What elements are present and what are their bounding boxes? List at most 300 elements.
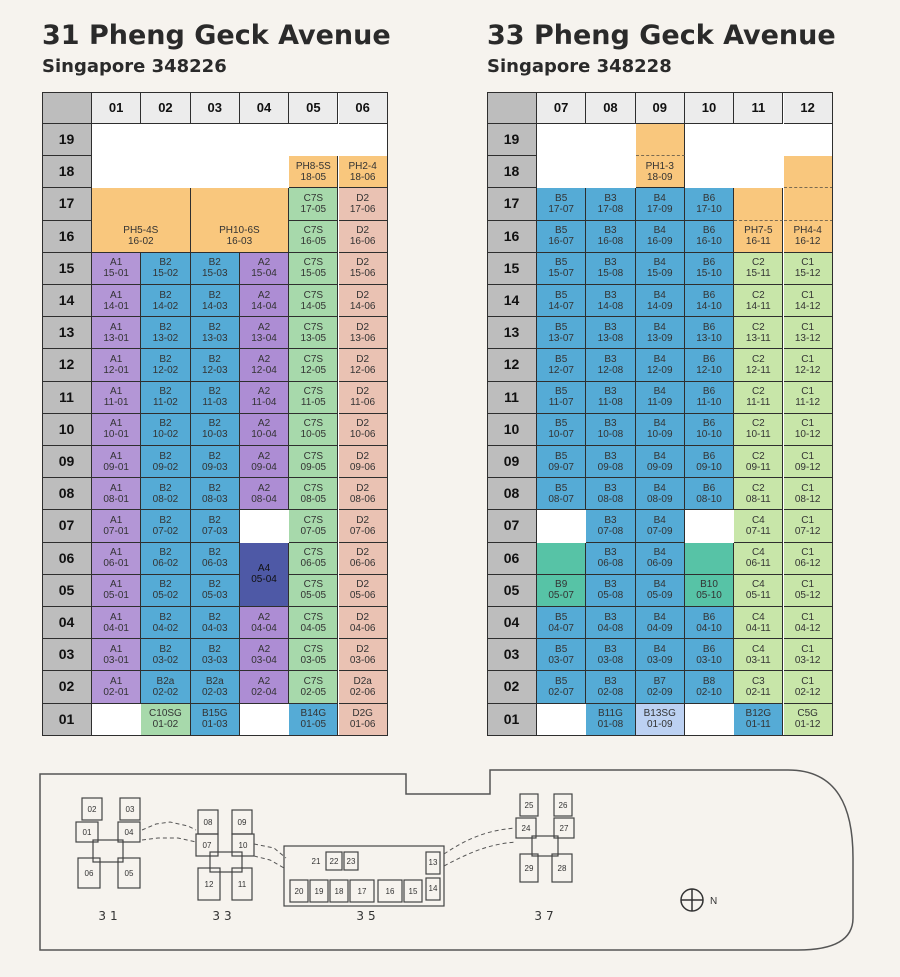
unit-number: 08-01 [103, 493, 129, 505]
unit-type: C7S [303, 257, 324, 269]
unit-type: A1 [110, 643, 123, 655]
unit-type: B2 [208, 579, 221, 591]
unit-cell [141, 639, 190, 671]
unit-number: 02-08 [597, 686, 624, 698]
floor-label-14: 14 [42, 285, 92, 317]
unit-cell [586, 188, 635, 220]
unit-cell [92, 382, 141, 414]
unit-cell [191, 607, 240, 639]
unit-type: D2 [356, 482, 370, 494]
unit-type: B3 [604, 547, 617, 559]
stack-label: 23 [346, 857, 356, 866]
unit-type: B2 [208, 547, 221, 559]
unit-cell [339, 575, 388, 607]
floor-label-11: 11 [487, 382, 537, 414]
unit-cell [240, 543, 289, 607]
unit-cell [339, 221, 388, 253]
unit-number: 05-01 [103, 590, 129, 602]
table-corner [42, 92, 92, 124]
unit-cell [537, 543, 586, 575]
unit-type: C10SG [149, 708, 182, 720]
unit-cell [734, 188, 783, 220]
unit-type: B5 [555, 257, 568, 269]
unit-number: 10-09 [646, 429, 673, 441]
site-boundary [40, 770, 853, 950]
unit-cell [289, 671, 338, 703]
unit-type: C7S [303, 450, 324, 462]
unit-cell [586, 317, 635, 349]
unit-number: 03-01 [103, 654, 129, 666]
unit-cell [141, 671, 190, 703]
floor-label-13: 13 [487, 317, 537, 349]
unit-type: B4 [653, 321, 666, 333]
unit-type: A4 [257, 563, 271, 575]
unit-type: C4 [751, 547, 765, 559]
unit-number: 12-06 [349, 364, 376, 376]
unit-number: 11-02 [153, 397, 178, 409]
unit-type: B2 [159, 353, 172, 365]
unit-cell [586, 704, 635, 736]
stack-header-02: 02 [141, 92, 190, 124]
unit-type: C2 [751, 482, 765, 494]
unit-cell [191, 543, 240, 575]
unit-number: 04-03 [201, 622, 228, 634]
unit-number: 16-08 [597, 236, 624, 248]
unit-type: C1 [801, 643, 815, 655]
floor-label-06: 06 [42, 543, 92, 575]
block-31-subtitle: Singapore 348226 [42, 56, 227, 77]
unit-cell [289, 478, 338, 510]
unit-number: 02-03 [201, 686, 228, 698]
floor-label-02: 02 [487, 671, 537, 703]
unit-type: A1 [110, 611, 123, 623]
unit-cell [92, 349, 141, 381]
unit-type: A1 [110, 482, 123, 494]
unit-cell [784, 285, 833, 317]
unit-number: 04-07 [548, 622, 574, 634]
unit-number: 11-05 [300, 397, 326, 409]
block-label-37: 37 [534, 909, 558, 923]
stack-header-08: 08 [586, 92, 635, 124]
unit-type: D2 [356, 643, 370, 655]
unit-number: 16-03 [226, 236, 253, 248]
unit-cell [734, 639, 783, 671]
unit-cell [636, 543, 685, 575]
unit-type: C4 [751, 611, 765, 623]
unit-type: C7S [303, 611, 324, 623]
unit-cell [289, 446, 338, 478]
unit-cell [92, 607, 141, 639]
unit-number: 15-03 [201, 268, 228, 280]
unit-cell [685, 478, 734, 510]
unit-cell [537, 414, 586, 446]
unit-number: 03-11 [745, 654, 771, 666]
unit-number: 10-08 [597, 429, 624, 441]
unit-cell [586, 221, 635, 253]
unit-number: 07-05 [300, 525, 327, 537]
unit-type: C2 [751, 450, 765, 462]
stack-label: 02 [87, 805, 97, 814]
unit-type: B2 [159, 547, 172, 559]
unit-type: D2 [356, 514, 370, 526]
unit-number: 03-07 [548, 654, 574, 666]
unit-number: 18-05 [300, 171, 327, 183]
unit-cell [191, 382, 240, 414]
unit-number: 13-08 [597, 332, 624, 344]
unit-type: A1 [110, 418, 123, 430]
unit-type: D2 [356, 450, 370, 462]
unit-cell [289, 349, 338, 381]
unit-number: 10-05 [300, 429, 327, 441]
unit-cell [240, 446, 289, 478]
floor-label-07: 07 [42, 510, 92, 542]
stack-label: 04 [124, 828, 134, 837]
unit-number: 17-06 [349, 203, 376, 215]
floor-label-08: 08 [487, 478, 537, 510]
unit-cell [537, 478, 586, 510]
unit-cell [339, 639, 388, 671]
unit-number: 04-10 [696, 622, 722, 634]
unit-cell [586, 414, 635, 446]
unit-cell [586, 382, 635, 414]
unit-cell [636, 575, 685, 607]
block-33-section [487, 18, 836, 736]
unit-cell [636, 188, 685, 220]
unit-cell [784, 221, 833, 253]
unit-number: 05-04 [251, 574, 277, 586]
unit-cell [537, 639, 586, 671]
unit-cell [289, 607, 338, 639]
floor-label-16: 16 [487, 221, 537, 253]
unit-cell [784, 253, 833, 285]
unit-cell [141, 543, 190, 575]
unit-cell [141, 607, 190, 639]
unit-number: 01-12 [794, 719, 821, 731]
unit-type: A2 [257, 289, 271, 301]
unit-number: 17-05 [300, 203, 327, 215]
unit-number: 08-08 [597, 493, 624, 505]
stack-label: 11 [237, 880, 247, 889]
unit-type: C7S [303, 482, 324, 494]
unit-type: B2 [208, 450, 221, 462]
unit-number: 02-04 [251, 686, 277, 698]
block-33-title: 33 Pheng Geck Avenue [487, 20, 836, 51]
unit-cell [191, 253, 240, 285]
unit-number: 02-02 [152, 686, 179, 698]
unit-type: B2 [159, 579, 172, 591]
floor-label-01: 01 [487, 704, 537, 736]
unit-cell [191, 221, 290, 253]
unit-number: 16-07 [548, 236, 574, 248]
unit-number: 15-12 [794, 268, 821, 280]
unit-number: 10-07 [548, 429, 574, 441]
unit-cell [339, 188, 388, 220]
unit-type: C7S [303, 321, 324, 333]
unit-number: 03-06 [349, 654, 376, 666]
unit-type: C7S [303, 386, 324, 398]
unit-cell [636, 317, 685, 349]
unit-type: B3 [604, 257, 617, 269]
unit-cell [191, 414, 240, 446]
unit-cell [784, 639, 833, 671]
unit-type: B3 [604, 321, 617, 333]
unit-number: 02-05 [300, 686, 327, 698]
unit-type: B2 [208, 418, 221, 430]
unit-cell [636, 221, 685, 253]
unit-cell [240, 607, 289, 639]
unit-cell [537, 671, 586, 703]
unit-number: 09-11 [745, 461, 771, 473]
unit-cell [685, 446, 734, 478]
floor-label-09: 09 [42, 446, 92, 478]
unit-number: 03-09 [646, 654, 673, 666]
unit-type: A2 [257, 257, 271, 269]
unit-cell [240, 349, 289, 381]
unit-type: C1 [801, 386, 815, 398]
unit-type: B5 [555, 321, 568, 333]
block-31-section [42, 18, 391, 736]
unit-cell [586, 510, 635, 542]
unit-type: C1 [801, 547, 815, 559]
unit-type: PH4-4 [793, 225, 822, 237]
unit-number: 01-02 [152, 719, 179, 731]
unit-type: B4 [653, 353, 666, 365]
unit-cell [339, 446, 388, 478]
unit-type: B15G [201, 708, 228, 720]
unit-cell [636, 124, 685, 156]
unit-type: B2 [159, 289, 172, 301]
unit-type: D2 [356, 547, 370, 559]
unit-number: 01-09 [646, 719, 673, 731]
unit-number: 12-04 [251, 364, 277, 376]
unit-type: B5 [555, 450, 568, 462]
unit-number: 15-01 [103, 268, 129, 280]
unit-type: C7S [303, 418, 324, 430]
unit-type: C1 [801, 321, 815, 333]
unit-cell [141, 414, 190, 446]
stack-label: 18 [334, 887, 344, 896]
unit-number: 01-11 [745, 719, 771, 731]
unit-cell [685, 671, 734, 703]
stack-label: 16 [385, 887, 395, 896]
unit-number: 13-03 [201, 332, 228, 344]
unit-number: 02-10 [696, 686, 722, 698]
stack-label: 25 [524, 801, 534, 810]
unit-type: C1 [801, 418, 815, 430]
unit-cell [339, 414, 388, 446]
unit-cell [92, 510, 141, 542]
unit-cell [141, 446, 190, 478]
unit-type: B2 [159, 514, 172, 526]
unit-cell [784, 704, 833, 736]
unit-cell [734, 253, 783, 285]
unit-cell [537, 575, 586, 607]
unit-type: B3 [604, 192, 617, 204]
unit-cell [734, 317, 783, 349]
unit-cell [141, 704, 190, 736]
unit-number: 09-12 [794, 461, 821, 473]
unit-number: 06-06 [349, 558, 376, 570]
unit-cell [339, 671, 388, 703]
unit-cell [339, 607, 388, 639]
unit-type: D2 [356, 579, 370, 591]
unit-type: PH8-5S [295, 160, 331, 172]
unit-number: 10-03 [201, 429, 228, 441]
unit-type: C1 [801, 611, 815, 623]
block-label-35: 35 [356, 909, 380, 923]
unit-cell [784, 188, 833, 220]
unit-number: 14-06 [349, 300, 376, 312]
unit-number: 16-11 [745, 236, 771, 248]
floor-label-04: 04 [42, 607, 92, 639]
unit-number: 14-11 [745, 300, 771, 312]
unit-number: 12-10 [696, 364, 722, 376]
unit-cell [537, 221, 586, 253]
unit-cell [784, 382, 833, 414]
unit-type: A1 [110, 450, 123, 462]
unit-number: 08-12 [794, 493, 821, 505]
unit-number: 08-07 [548, 493, 574, 505]
floor-label-18: 18 [487, 156, 537, 188]
unit-type: C2 [751, 257, 765, 269]
unit-type: PH5-4S [123, 225, 159, 237]
unit-number: 04-06 [349, 622, 376, 634]
stack-header-12: 12 [784, 92, 833, 124]
block-label-33: 33 [212, 909, 236, 923]
compass-icon [681, 889, 717, 911]
unit-number: 14-03 [201, 300, 228, 312]
unit-number: 17-10 [696, 203, 722, 215]
unit-type: B4 [653, 514, 666, 526]
unit-type: D2 [356, 192, 370, 204]
stack-label: 06 [84, 869, 94, 878]
stack-label: 19 [314, 887, 324, 896]
unit-cell [92, 414, 141, 446]
unit-cell [289, 510, 338, 542]
unit-number: 18-06 [349, 171, 376, 183]
unit-cell [586, 478, 635, 510]
stack-header-04: 04 [240, 92, 289, 124]
unit-number: 05-06 [349, 590, 376, 602]
unit-cell [636, 671, 685, 703]
unit-cell [339, 285, 388, 317]
unit-cell [289, 543, 338, 575]
unit-number: 09-08 [597, 461, 624, 473]
unit-number: 09-07 [548, 461, 574, 473]
unit-number: 07-01 [103, 525, 129, 537]
unit-type: C1 [801, 289, 815, 301]
unit-number: 11-04 [251, 397, 277, 409]
unit-type: B2a [156, 675, 175, 687]
unit-type: C1 [801, 353, 815, 365]
unit-type: A1 [110, 514, 123, 526]
unit-cell [339, 317, 388, 349]
unit-type: B4 [653, 482, 666, 494]
unit-cell [191, 317, 240, 349]
unit-type: C5G [797, 708, 818, 720]
unit-cell [784, 317, 833, 349]
unit-type: B4 [653, 289, 666, 301]
floor-label-17: 17 [487, 188, 537, 220]
unit-type: A2 [257, 386, 271, 398]
unit-type: B2 [208, 611, 221, 623]
floor-label-03: 03 [42, 639, 92, 671]
unit-cell [240, 639, 289, 671]
unit-number: 03-12 [794, 654, 821, 666]
unit-cell [191, 478, 240, 510]
unit-type: C2 [751, 289, 765, 301]
unit-type: D2 [356, 225, 370, 237]
unit-number: 11-06 [350, 397, 376, 409]
unit-number: 10-12 [794, 429, 821, 441]
unit-type: B3 [604, 643, 617, 655]
unit-number: 08-09 [646, 493, 673, 505]
unit-type: B3 [604, 482, 617, 494]
unit-type: C7S [303, 514, 324, 526]
unit-cell [734, 671, 783, 703]
floor-label-11: 11 [42, 382, 92, 414]
unit-type: C4 [751, 643, 765, 655]
unit-cell [734, 285, 783, 317]
unit-cell [92, 285, 141, 317]
unit-cell [289, 317, 338, 349]
unit-number: 05-10 [696, 590, 722, 602]
unit-cell [537, 349, 586, 381]
unit-number: 11-12 [795, 397, 821, 409]
stack-label: 12 [204, 880, 214, 889]
unit-type: A2 [257, 418, 271, 430]
unit-type: B4 [653, 611, 666, 623]
unit-type: B5 [555, 482, 568, 494]
unit-number: 16-05 [300, 236, 327, 248]
unit-type: B3 [604, 579, 617, 591]
unit-number: 11-10 [696, 397, 722, 409]
unit-number: 03-03 [201, 654, 228, 666]
unit-number: 06-02 [152, 558, 179, 570]
unit-number: 10-04 [251, 429, 277, 441]
unit-type: B3 [604, 450, 617, 462]
unit-type: D2a [353, 675, 372, 687]
unit-number: 15-06 [349, 268, 376, 280]
unit-number: 05-12 [794, 590, 821, 602]
unit-number: 08-06 [349, 493, 376, 505]
unit-number: 04-08 [597, 622, 624, 634]
unit-type: C7S [303, 225, 324, 237]
unit-type: B2 [208, 321, 221, 333]
unit-number: 15-02 [152, 268, 179, 280]
unit-type: C7S [303, 192, 324, 204]
unit-number: 02-12 [794, 686, 821, 698]
unit-number: 08-03 [201, 493, 228, 505]
unit-type: PH2-4 [348, 160, 377, 172]
unit-cell [636, 414, 685, 446]
unit-number: 05-05 [300, 590, 327, 602]
unit-type: B2 [159, 257, 172, 269]
stack-label: 29 [524, 864, 534, 873]
unit-type: B6 [702, 450, 716, 462]
unit-number: 12-01 [103, 364, 129, 376]
site-plan [38, 768, 858, 958]
unit-type: C2 [751, 321, 765, 333]
unit-type: C2 [751, 418, 765, 430]
stack-label: 05 [124, 869, 134, 878]
unit-cell [734, 349, 783, 381]
unit-cell [784, 607, 833, 639]
unit-number: 15-04 [251, 268, 277, 280]
stack-label: 21 [311, 857, 321, 866]
unit-number: 07-11 [745, 525, 771, 537]
stack-label: 01 [82, 828, 92, 837]
